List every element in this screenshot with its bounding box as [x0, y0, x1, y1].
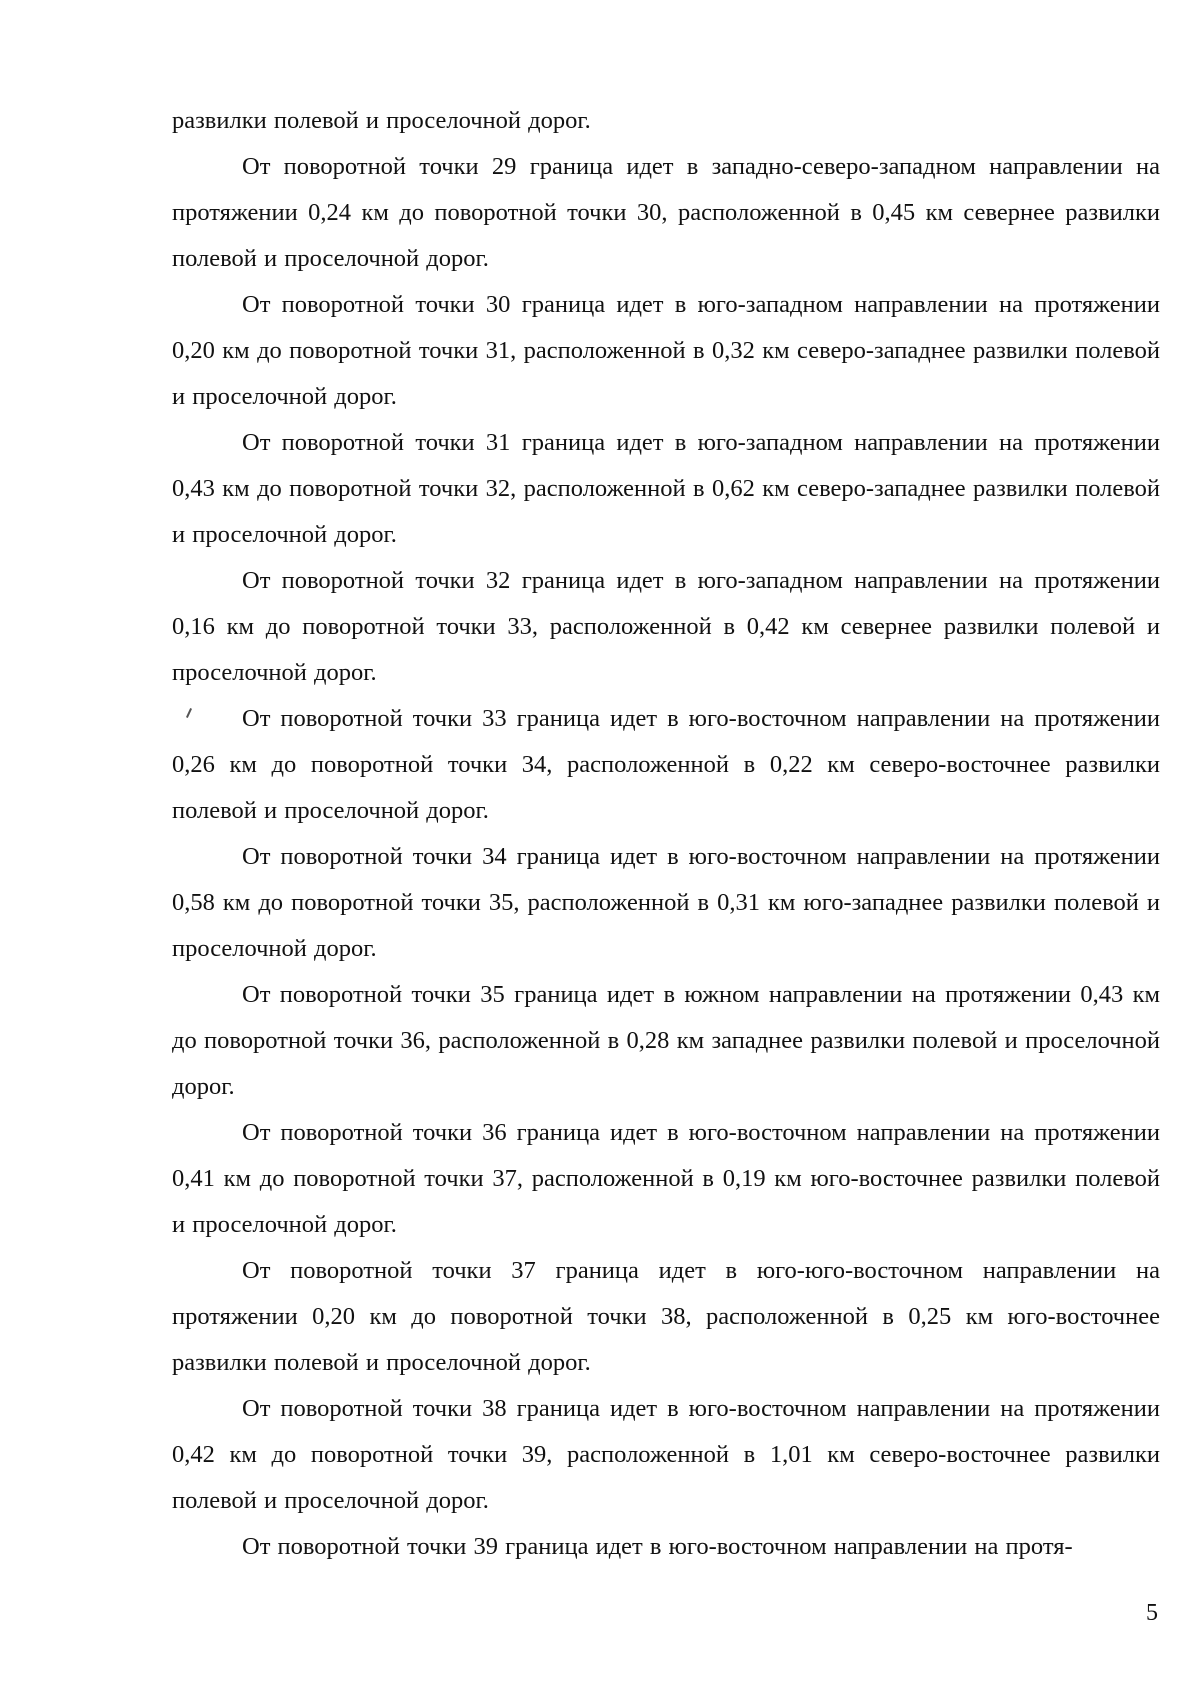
paragraph-point-39: От поворотной точки 39 граница идет в юго-восточном направлении на протя- [242, 1533, 1073, 1560]
body-text [172, 98, 1160, 1570]
page-number: 5 [1146, 1600, 1158, 1626]
paragraph-point-31: От поворотной точки 31 граница идет в юго-западном направлении на протяжении 0,43 км до поворотной точки 32, расположенной в 0,62 км северо-западнее развилки полевой и проселочной дорог. [172, 429, 1160, 548]
paragraph-point-35: От поворотной точки 35 граница идет в южном направлении на протяжении 0,43 км до поворотной точки 36, расположенной в 0,28 км западнее развилки полевой и проселочной дорог. [172, 981, 1160, 1100]
paragraph-point-34: От поворотной точки 34 граница идет в юго-восточном направлении на протяжении 0,58 км до поворотной точки 35, расположенной в 0,31 км юго-западнее развилки полевой и проселочной дорог. [172, 843, 1160, 962]
paragraph-point-29: От поворотной точки 29 граница идет в западно-северо-западном направлении на протяжении 0,24 км до поворотной точки 30, расположенной в 0,45 км севернее развилки полевой и проселочной дорог. [172, 153, 1160, 272]
paragraph-point-32: От поворотной точки 32 граница идет в юго-западном направлении на протяжении 0,16 км до поворотной точки 33, расположенной в 0,42 км севернее развилки полевой и проселочной дорог. [172, 567, 1160, 686]
paragraph-point-36: От поворотной точки 36 граница идет в юго-восточном направлении на протяжении 0,41 км до поворотной точки 37, расположенной в 0,19 км юго-восточнее развилки полевой и проселочной дорог. [172, 1119, 1160, 1238]
paragraph-continuation: развилки полевой и проселочной дорог. [172, 107, 591, 134]
paragraph-point-37: От поворотной точки 37 граница идет в юго-юго-восточном направлении на протяжении 0,20 км до поворотной точки 38, расположенной в 0,25 км юго-восточнее развилки полевой и проселочной дорог. [172, 1257, 1160, 1376]
paragraph-point-30: От поворотной точки 30 граница идет в юго-западном направлении на протяжении 0,20 км до поворотной точки 31, расположенной в 0,32 км северо-западнее развилки полевой и проселочной дорог. [172, 291, 1160, 410]
paragraph-point-38: От поворотной точки 38 граница идет в юго-восточном направлении на протяжении 0,42 км до поворотной точки 39, расположенной в 1,01 км северо-восточнее развилки полевой и проселочной дорог. [172, 1395, 1160, 1514]
paragraph-point-33: От поворотной точки 33 граница идет в юго-восточном направлении на протяжении 0,26 км до поворотной точки 34, расположенной в 0,22 км северо-восточнее развилки полевой и проселочной дорог. [172, 705, 1160, 824]
